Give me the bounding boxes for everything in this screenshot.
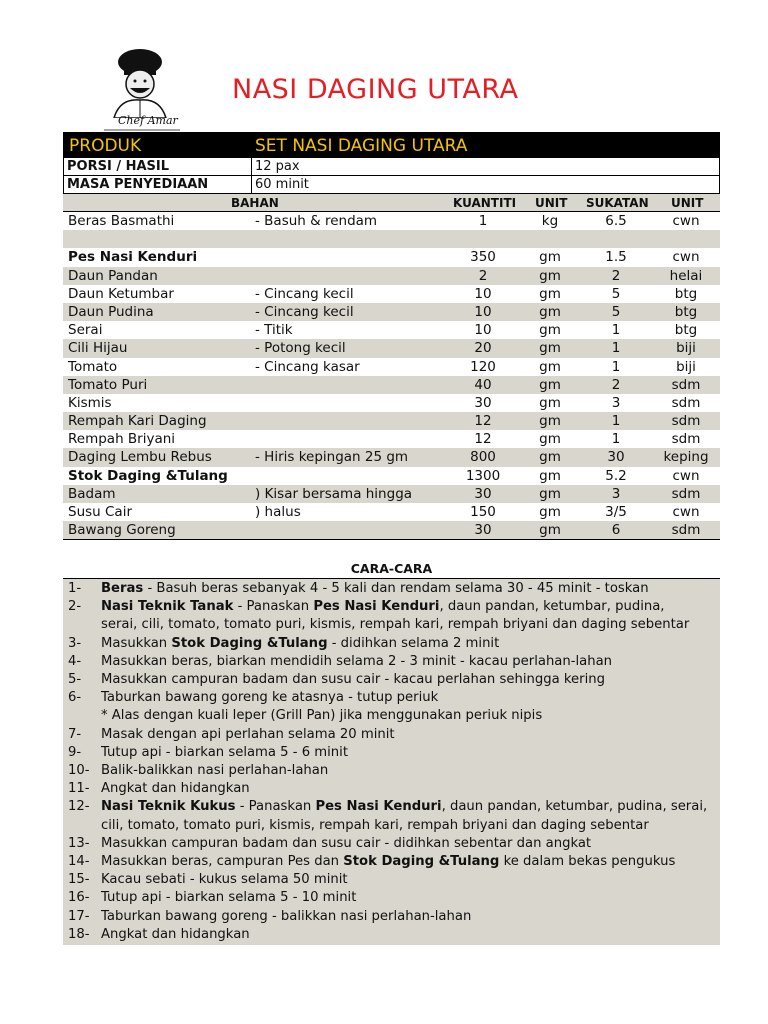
ingredient-unit2: sdm	[671, 431, 701, 448]
ingredient-name: Rempah Briyani	[68, 431, 176, 448]
table-row	[63, 358, 720, 376]
ingredient-unit: gm	[539, 249, 561, 266]
step-bold-term: Beras	[101, 581, 144, 596]
step-number: 7-	[68, 726, 82, 742]
step-number: 15-	[68, 872, 90, 888]
ingredient-sukatan: 3	[611, 485, 621, 502]
product-header	[63, 132, 720, 158]
ingredient-sukatan: 1	[611, 340, 621, 357]
ingredient-sukatan: 3	[611, 394, 621, 411]
ingredient-qty: 40	[474, 376, 492, 393]
step-text	[101, 635, 499, 653]
table-row	[63, 430, 720, 448]
info-value: 12 pax	[255, 159, 300, 174]
ingredient-qty: 30	[474, 522, 492, 539]
ingredient-note: ) Kisar bersama hingga	[255, 485, 413, 502]
ingredient-unit2: sdm	[671, 522, 701, 539]
ingredient-unit: gm	[539, 449, 561, 466]
ingredient-unit2: biji	[676, 340, 696, 357]
step-text	[101, 707, 542, 725]
ingredient-name: Cili Hijau	[68, 340, 128, 357]
step-text-part: - didihkan selama 2 minit	[327, 635, 500, 651]
ingredient-unit2: cwn	[672, 213, 700, 229]
ingredient-qty: 10	[474, 285, 492, 302]
ingredient-unit2: keping	[663, 449, 709, 466]
ingredient-sukatan: 2	[611, 376, 621, 393]
step-text-part: cili, tomato, tomato puri, kismis, rempah kari, rempah briyani dan daging sebentar	[101, 817, 649, 833]
table-row	[63, 321, 720, 339]
ingredient-sukatan: 3/5	[605, 504, 627, 520]
ingredient-name: Bawang Goreng	[68, 522, 176, 539]
step-number: 14-	[68, 854, 90, 869]
ingredient-sukatan: 1	[611, 358, 621, 375]
step-bold-term: Nasi Teknik Tanak	[101, 599, 234, 615]
step-text	[101, 798, 707, 816]
col-kuantiti: KUANTITI	[453, 196, 517, 210]
ingredient-qty: 10	[474, 303, 492, 320]
ingredient-unit: gm	[539, 376, 561, 393]
ingredient-qty: 350	[470, 249, 496, 266]
ingredient-sukatan: 30	[607, 449, 625, 466]
ingredient-qty: 150	[470, 504, 496, 520]
step-text-part: , daun pandan, ketumbar, pudina, serai,	[441, 799, 708, 815]
ingredient-unit2: btg	[674, 322, 698, 339]
ingredient-unit2: cwn	[672, 249, 700, 266]
step-text	[101, 689, 438, 707]
step-text-part: , daun pandan, ketumbar, pudina,	[439, 599, 665, 615]
info-label: PORSI / HASIL	[67, 159, 170, 174]
ingredient-note: - Cincang kasar	[255, 358, 360, 375]
ingredient-name: Tomato	[68, 358, 118, 375]
ingredient-name: Beras Basmathi	[68, 213, 175, 229]
step-bold-term: Stok Daging &Tulang	[343, 854, 500, 869]
ingredient-name: Daging Lembu Rebus	[68, 449, 212, 466]
ingredient-qty: 2	[478, 267, 488, 284]
step-bold-term: Stok Daging &Tulang	[171, 635, 328, 651]
logo-signature: Chef Amar	[118, 114, 178, 127]
ingredient-unit: gm	[539, 322, 561, 339]
steps-list	[63, 578, 720, 945]
step-text-part: Kacau sebati - kukus selama 50 minit	[101, 872, 348, 888]
ingredient-unit: gm	[539, 394, 561, 411]
step-number: 5-	[68, 672, 82, 687]
table-row	[63, 267, 720, 285]
step-text	[101, 762, 328, 780]
table-row	[63, 521, 720, 539]
ingredient-name: Daun Pandan	[68, 267, 158, 284]
step-number: 18-	[68, 926, 90, 942]
info-value: 60 minit	[255, 177, 309, 192]
ingredient-name: Serai	[68, 322, 103, 339]
ingredient-unit: gm	[539, 431, 561, 448]
step-text-part: Taburkan bawang goreng - balikkan nasi perlahan-lahan	[101, 908, 472, 924]
cara-title: CARA-CARA	[350, 561, 433, 576]
ingredient-unit: gm	[539, 522, 561, 539]
step-text-part: Masukkan campuran badam dan susu cair - didihkan sebentar dan angkat	[101, 835, 592, 851]
ingredient-sukatan: 6	[611, 522, 621, 539]
step-number: 3-	[68, 635, 82, 651]
table-row	[63, 248, 720, 266]
step-text	[101, 871, 348, 889]
step-bold-term: Pes Nasi Kenduri	[315, 799, 442, 815]
ingredient-unit: gm	[539, 504, 561, 520]
ingredient-note: - Cincang kecil	[255, 303, 354, 320]
ingredient-unit2: cwn	[672, 504, 700, 520]
step-text	[101, 744, 348, 762]
recipe-sheet	[63, 132, 720, 540]
step-text	[101, 908, 471, 926]
step-text-part: * Alas dengan kuali leper (Grill Pan) jika menggunakan periuk nipis	[101, 708, 543, 724]
step-text-part: Angkat dan hidangkan	[101, 926, 250, 942]
step-text-part: Masukkan beras, campuran Pes dan	[101, 854, 344, 869]
ingredient-qty: 120	[470, 358, 496, 375]
ingredient-name: Kismis	[68, 394, 112, 411]
step-number: 12-	[68, 799, 90, 815]
col-sukatan: SUKATAN	[586, 196, 649, 210]
column-header	[63, 194, 720, 212]
ingredient-note: - Potong kecil	[255, 340, 346, 357]
col-unit2: UNIT	[671, 196, 704, 210]
ingredient-sukatan: 5.2	[605, 467, 627, 484]
table-row	[63, 339, 720, 357]
step-text	[101, 616, 689, 634]
ingredient-name: Pes Nasi Kenduri	[68, 249, 198, 266]
table-row	[63, 212, 720, 230]
table-row	[63, 485, 720, 503]
step-number: 1-	[68, 581, 82, 596]
ingredient-note: - Titik	[255, 322, 293, 339]
ingredient-unit: gm	[539, 358, 561, 375]
table-row	[63, 467, 720, 485]
ingredient-unit: gm	[539, 303, 561, 320]
ingredient-name: Rempah Kari Daging	[68, 413, 207, 430]
step-text	[101, 598, 665, 616]
ingredient-unit: kg	[541, 213, 559, 229]
step-text	[101, 853, 675, 871]
step-bold-term: Pes Nasi Kenduri	[313, 599, 440, 615]
ingredient-qty: 30	[474, 394, 492, 411]
ingredient-unit: gm	[539, 267, 561, 284]
step-text-part: Masukkan	[101, 635, 172, 651]
table-row	[63, 376, 720, 394]
table-row	[63, 412, 720, 430]
ingredient-sukatan: 1	[611, 431, 621, 448]
ingredient-qty: 30	[474, 485, 492, 502]
table-row	[63, 285, 720, 303]
step-text	[101, 653, 612, 671]
produk-label: PRODUK	[69, 136, 142, 156]
step-number: 10-	[68, 763, 90, 778]
ingredient-sukatan: 1	[611, 413, 621, 430]
ingredient-unit: gm	[539, 485, 561, 502]
step-text	[101, 780, 250, 798]
ingredient-name: Stok Daging &Tulang	[68, 467, 228, 484]
ingredient-sukatan: 5	[611, 285, 621, 302]
info-row-masa	[63, 176, 720, 194]
step-text	[101, 835, 591, 853]
ingredient-unit: gm	[539, 340, 561, 357]
ingredient-unit2: sdm	[671, 413, 701, 430]
step-text	[101, 817, 649, 835]
step-text-part: Masak dengan api perlahan selama 20 minit	[101, 726, 395, 742]
ingredient-qty: 12	[474, 431, 492, 448]
ingredient-unit2: helai	[669, 267, 703, 284]
step-text-part: Tutup api - biarkan selama 5 - 10 minit	[101, 890, 357, 906]
ingredient-name: Daun Ketumbar	[68, 285, 174, 302]
ingredient-unit2: cwn	[672, 467, 700, 484]
step-number: 17-	[68, 908, 90, 924]
ingredient-unit2: btg	[674, 285, 698, 302]
step-text-part: - Basuh beras sebanyak 4 - 5 kali dan rendam selama 30 - 45 minit - toskan	[143, 581, 649, 596]
ingredient-sukatan: 2	[611, 267, 621, 284]
step-number: 6-	[68, 690, 82, 706]
ingredient-table	[63, 212, 720, 540]
step-text-part: ke dalam bekas pengukus	[499, 854, 676, 869]
ingredient-unit: gm	[539, 413, 561, 430]
ingredient-unit: gm	[539, 285, 561, 302]
ingredient-unit2: sdm	[671, 485, 701, 502]
step-number: 13-	[68, 835, 90, 851]
table-row	[63, 394, 720, 412]
step-text	[101, 889, 356, 907]
ingredient-qty: 20	[474, 340, 492, 357]
step-number: 4-	[68, 653, 82, 669]
col-bahan: BAHAN	[231, 196, 279, 210]
step-text-part: Masukkan beras, biarkan mendidih selama 2 - 3 minit - kacau perlahan-lahan	[101, 653, 613, 669]
ingredient-unit2: biji	[676, 358, 696, 375]
ingredient-sukatan: 6.5	[605, 213, 627, 229]
step-text	[101, 671, 605, 689]
info-row-porsi	[63, 158, 720, 176]
info-label: MASA PENYEDIAAN	[67, 177, 209, 192]
ingredient-name: Badam	[68, 485, 116, 502]
step-number: 11-	[68, 781, 90, 797]
col-unit: UNIT	[535, 196, 568, 210]
ingredient-sukatan: 1.5	[605, 249, 627, 266]
ingredient-qty: 800	[470, 449, 496, 466]
ingredient-note: - Hiris kepingan 25 gm	[255, 449, 409, 466]
ingredient-qty: 1300	[465, 467, 501, 484]
ingredient-note: - Basuh & rendam	[255, 213, 378, 229]
step-text	[101, 580, 649, 598]
ingredient-qty: 10	[474, 322, 492, 339]
ingredient-unit: gm	[539, 467, 561, 484]
ingredient-name: Tomato Puri	[68, 376, 148, 393]
step-text-part: Tutup api - biarkan selama 5 - 6 minit	[101, 744, 348, 760]
ingredient-unit2: sdm	[671, 376, 701, 393]
step-text-part: Angkat dan hidangkan	[101, 781, 250, 797]
table-row	[63, 503, 720, 521]
ingredient-unit2: btg	[674, 303, 698, 320]
step-text-part: Masukkan campuran badam dan susu cair - kacau perlahan sehingga kering	[101, 672, 605, 687]
ingredient-note: ) halus	[255, 504, 301, 520]
table-row	[63, 448, 720, 466]
step-text	[101, 726, 395, 744]
ingredient-sukatan: 1	[611, 322, 621, 339]
produk-value: SET NASI DAGING UTARA	[255, 136, 468, 156]
ingredient-qty: 1	[478, 213, 488, 229]
step-text-part: serai, cili, tomato, tomato puri, kismis, rempah kari, rempah briyani dan daging sebentar	[101, 617, 690, 633]
table-row	[63, 230, 720, 248]
step-text-part: Balik-balikkan nasi perlahan-lahan	[101, 763, 329, 778]
step-text-part: - Panaskan	[233, 599, 314, 615]
table-row	[63, 303, 720, 321]
step-text-part: Taburkan bawang goreng ke atasnya - tutup periuk	[101, 690, 439, 706]
ingredient-name: Susu Cair	[68, 504, 133, 520]
ingredient-name: Daun Pudina	[68, 303, 154, 320]
step-number: 2-	[68, 599, 82, 615]
ingredient-unit2: sdm	[671, 394, 701, 411]
ingredient-note: - Cincang kecil	[255, 285, 354, 302]
ingredient-qty: 12	[474, 413, 492, 430]
ingredient-sukatan: 5	[611, 303, 621, 320]
step-bold-term: Nasi Teknik Kukus	[101, 799, 236, 815]
step-text	[101, 926, 250, 944]
page-title: NASI DAGING UTARA	[232, 74, 519, 105]
step-text-part: - Panaskan	[235, 799, 316, 815]
step-number: 9-	[68, 744, 82, 760]
step-number: 16-	[68, 890, 90, 906]
